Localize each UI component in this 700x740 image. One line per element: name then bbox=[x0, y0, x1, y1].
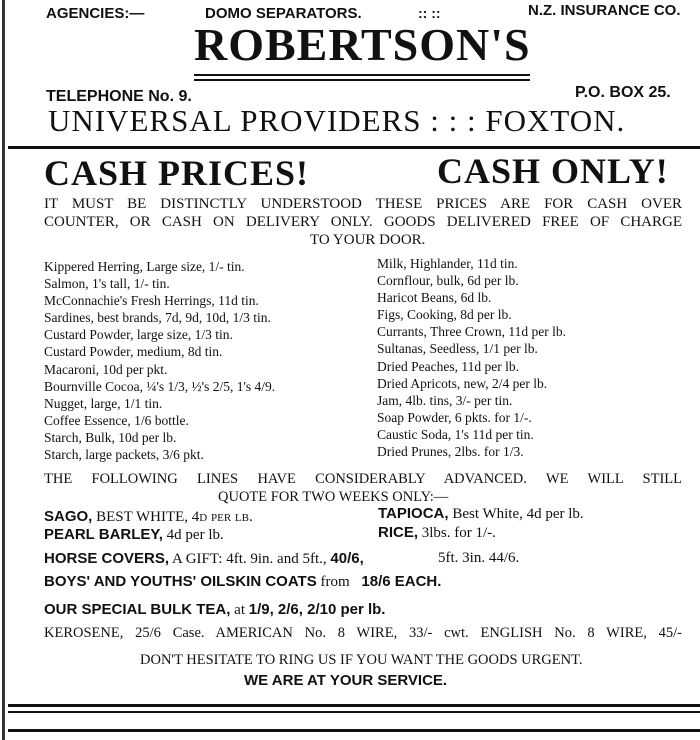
page-edge bbox=[2, 0, 5, 740]
tea-at: at bbox=[234, 602, 245, 618]
list-item: Nugget, large, 1/1 tin. bbox=[44, 395, 163, 411]
bottom-rule-1 bbox=[8, 704, 700, 707]
oilskin-line bbox=[44, 573, 441, 591]
list-item: Cornflour, bulk, 6d per lb. bbox=[377, 273, 519, 289]
list-item: Sultanas, Seedless, 1/1 per lb. bbox=[377, 341, 538, 357]
left-price-list bbox=[44, 258, 275, 463]
horse-covers-line bbox=[44, 550, 364, 568]
sago-price: BEST WHITE, 4d per lb. bbox=[96, 509, 253, 525]
store-title: ROBERTSON'S bbox=[194, 19, 531, 70]
tea-prices: 1/9, 2/6, 2/10 per lb. bbox=[248, 601, 386, 618]
list-item: Kippered Herring, Large size, 1/- tin. bbox=[44, 259, 245, 274]
list-item: Bournville Cocoa, ¼'s 1/3, ½'s 2/5, 1's 4/9. bbox=[44, 378, 276, 394]
list-item: Caustic Soda, 1's 11d per tin. bbox=[377, 426, 534, 442]
list-item: Custard Powder, large size, 1/3 tin. bbox=[44, 327, 233, 343]
telephone: TELEPHONE No. 9. bbox=[46, 88, 192, 105]
title-underline-2 bbox=[194, 79, 530, 81]
right-price-list bbox=[377, 255, 566, 460]
cash-only-heading: CASH ONLY! bbox=[437, 151, 669, 191]
list-item: Dried Apricots, new, 2/4 per lb. bbox=[377, 375, 548, 391]
sago-name: SAGO, bbox=[44, 508, 93, 525]
list-item: Dried Prunes, 2lbs. for 1/3. bbox=[377, 444, 524, 460]
tea-name: OUR SPECIAL BULK TEA, bbox=[44, 601, 231, 618]
list-item: Macaroni, 10d per pkt. bbox=[44, 361, 168, 377]
list-item: McConnachie's Fresh Herrings, 11d tin. bbox=[44, 293, 259, 309]
rice-line bbox=[378, 524, 496, 542]
bottom-rule-2 bbox=[8, 711, 700, 713]
advanced-line-1: THE FOLLOWING LINES HAVE CONSIDERABLY ADVANCED. WE WILL STILL bbox=[44, 471, 682, 487]
tapioca-line bbox=[378, 505, 584, 523]
list-item: Salmon, 1's tall, 1/- tin. bbox=[44, 276, 170, 292]
list-item: Dried Peaches, 11d per lb. bbox=[377, 358, 519, 374]
hesitate-line: DON'T HESITATE TO RING US IF YOU WANT THE GOODS URGENT. bbox=[140, 652, 583, 668]
list-item: Custard Powder, medium, 8d tin. bbox=[44, 344, 223, 360]
sago-line bbox=[44, 508, 253, 526]
horse-covers-desc: A GIFT: 4ft. 9in. and 5ft., bbox=[171, 551, 327, 567]
barley-name: PEARL BARLEY, bbox=[44, 526, 163, 543]
po-box: P.O. BOX 25. bbox=[575, 84, 671, 101]
barley-price: 4d per lb. bbox=[166, 527, 224, 543]
horse-covers-price-2: 5ft. 3in. 44/6. bbox=[438, 550, 520, 566]
cash-prices-heading: CASH PRICES! bbox=[44, 153, 310, 193]
tapioca-name: TAPIOCA, bbox=[378, 505, 449, 522]
oilskin-name: BOYS' AND YOUTHS' OILSKIN COATS bbox=[44, 573, 317, 590]
tea-line bbox=[44, 601, 385, 619]
notice-line-1: IT MUST BE DISTINCTLY UNDERSTOOD THESE PRICES ARE FOR CASH OVER bbox=[44, 196, 682, 212]
horse-covers-name: HORSE COVERS, bbox=[44, 550, 170, 567]
list-item: Coffee Essence, 1/6 bottle. bbox=[44, 412, 189, 428]
oilskin-from: from bbox=[320, 574, 350, 590]
list-item: Starch, Bulk, 10d per lb. bbox=[44, 429, 177, 445]
list-item: Milk, Highlander, 11d tin. bbox=[377, 256, 518, 271]
advanced-line-2: QUOTE FOR TWO WEEKS ONLY:— bbox=[218, 489, 449, 505]
title-underline-1 bbox=[194, 74, 530, 76]
list-item: Currants, Three Crown, 11d per lb. bbox=[377, 324, 566, 340]
bottom-rule-3 bbox=[8, 729, 700, 732]
divider-1 bbox=[8, 146, 700, 149]
separator-dots: :: :: bbox=[418, 5, 441, 21]
horse-covers-price-1: 40/6, bbox=[330, 550, 364, 567]
list-item: Soap Powder, 6 pkts. for 1/-. bbox=[377, 409, 532, 425]
horse-covers-price-2-line bbox=[438, 550, 519, 567]
list-item: Sardines, best brands, 7d, 9d, 10d, 1/3 tin. bbox=[44, 310, 271, 326]
list-item: Starch, large packets, 3/6 pkt. bbox=[44, 447, 204, 463]
notice-line-3: TO YOUR DOOR. bbox=[310, 232, 426, 248]
agencies-label: AGENCIES:— bbox=[46, 5, 145, 22]
universal-providers: UNIVERSAL PROVIDERS : : : FOXTON. bbox=[48, 103, 626, 138]
domo-separators: DOMO SEPARATORS. bbox=[205, 5, 362, 22]
notice-line-2: COUNTER, OR CASH ON DELIVERY ONLY. GOODS DELIVERED FREE OF CHARGE bbox=[44, 214, 682, 230]
rice-price: 3lbs. for 1/-. bbox=[421, 525, 496, 541]
service-line: WE ARE AT YOUR SERVICE. bbox=[244, 672, 448, 689]
list-item: Haricot Beans, 6d lb. bbox=[377, 290, 492, 306]
tapioca-price: Best White, 4d per lb. bbox=[452, 506, 584, 522]
barley-line bbox=[44, 526, 224, 544]
list-item: Figs, Cooking, 8d per lb. bbox=[377, 307, 512, 323]
oilskin-price: 18/6 EACH. bbox=[361, 573, 442, 590]
nz-insurance: N.Z. INSURANCE CO. bbox=[528, 2, 681, 19]
list-item: Jam, 4lb. tins, 3/- per tin. bbox=[377, 392, 513, 408]
rice-name: RICE, bbox=[378, 524, 419, 541]
kerosene-line: KEROSENE, 25/6 Case. AMERICAN No. 8 WIRE, 33/- cwt. ENGLISH No. 8 WIRE, 45/- bbox=[44, 625, 682, 641]
